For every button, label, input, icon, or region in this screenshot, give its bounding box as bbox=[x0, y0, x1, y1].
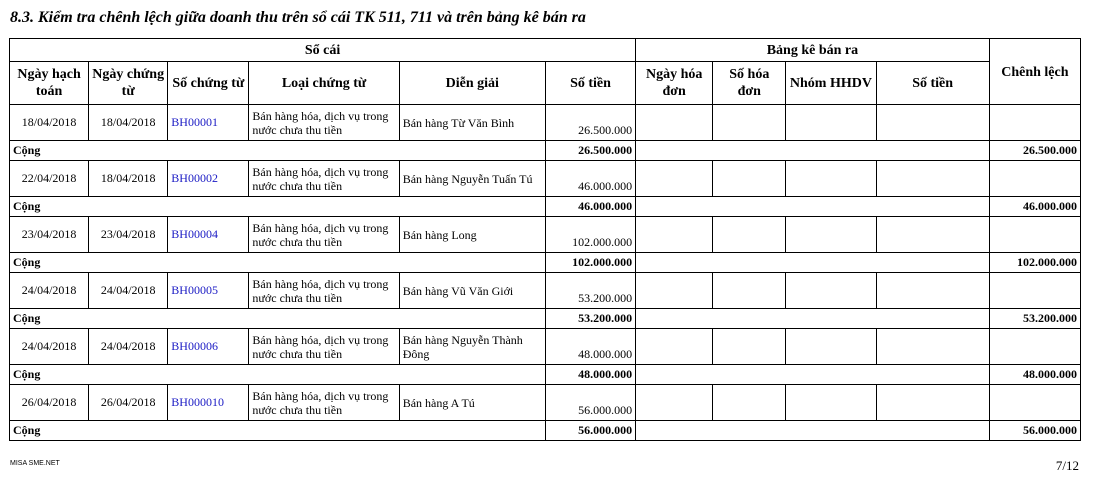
cell-loai-chung-tu: Bán hàng hóa, dịch vụ trong nước chưa thu tiền bbox=[249, 273, 399, 309]
table-row bbox=[10, 217, 1081, 253]
cell-chenh-lech bbox=[989, 329, 1080, 365]
total-chenh-lech: 102.000.000 bbox=[989, 253, 1080, 273]
voucher-link[interactable]: BH00004 bbox=[168, 217, 249, 253]
total-chenh-lech: 26.500.000 bbox=[989, 141, 1080, 161]
total-so-tien: 53.200.000 bbox=[545, 309, 635, 329]
cell-loai-chung-tu: Bán hàng hóa, dịch vụ trong nước chưa thu tiền bbox=[249, 385, 399, 421]
cell-so-tien-bang-ke bbox=[876, 105, 989, 141]
cell-ngay-hach-toan: 26/04/2018 bbox=[10, 385, 89, 421]
cell-nhom-hhdv bbox=[786, 217, 876, 253]
cell-ngay-chung-tu: 24/04/2018 bbox=[89, 273, 168, 309]
cell-so-tien-bang-ke bbox=[876, 329, 989, 365]
cell-chenh-lech bbox=[989, 385, 1080, 421]
report-title: 8.3. Kiểm tra chênh lệch giữa doanh thu trên sổ cái TK 511, 711 và trên bảng kê bán ra bbox=[10, 9, 586, 26]
total-row bbox=[10, 309, 1081, 329]
voucher-link[interactable]: BH00001 bbox=[168, 105, 249, 141]
cell-nhom-hhdv bbox=[786, 161, 876, 197]
total-row bbox=[10, 365, 1081, 385]
total-label: Cộng bbox=[10, 197, 546, 217]
cell-so-tien: 56.000.000 bbox=[545, 385, 635, 421]
voucher-link[interactable]: BH000010 bbox=[168, 385, 249, 421]
total-bang-ke-blank bbox=[636, 365, 990, 385]
cell-ngay-chung-tu: 23/04/2018 bbox=[89, 217, 168, 253]
cell-ngay-hach-toan: 24/04/2018 bbox=[10, 273, 89, 309]
column-header-loai-chung-tu: Loại chứng từ bbox=[249, 62, 399, 105]
total-row bbox=[10, 253, 1081, 273]
total-bang-ke-blank bbox=[636, 197, 990, 217]
cell-nhom-hhdv bbox=[786, 385, 876, 421]
cell-nhom-hhdv bbox=[786, 329, 876, 365]
cell-loai-chung-tu: Bán hàng hóa, dịch vụ trong nước chưa thu tiền bbox=[249, 217, 399, 253]
column-header-so-chung-tu: Số chứng từ bbox=[168, 62, 249, 105]
total-bang-ke-blank bbox=[636, 309, 990, 329]
footer-brand: MISA SME.NET bbox=[10, 460, 60, 467]
cell-ngay-chung-tu: 24/04/2018 bbox=[89, 329, 168, 365]
cell-chenh-lech bbox=[989, 273, 1080, 309]
column-header-dien-giai: Diễn giải bbox=[399, 62, 545, 105]
column-header-ngay-hach-toan: Ngày hạch toán bbox=[10, 62, 89, 105]
group-header-bang-ke: Bảng kê bán ra bbox=[636, 39, 990, 62]
cell-ngay-hoa-don bbox=[636, 329, 713, 365]
cell-so-tien-bang-ke bbox=[876, 273, 989, 309]
total-bang-ke-blank bbox=[636, 253, 990, 273]
column-header-so-tien-bang-ke: Số tiền bbox=[876, 62, 989, 105]
cell-so-tien: 26.500.000 bbox=[545, 105, 635, 141]
revenue-comparison-table bbox=[9, 38, 1081, 441]
total-bang-ke-blank bbox=[636, 141, 990, 161]
total-so-tien: 102.000.000 bbox=[545, 253, 635, 273]
cell-ngay-hach-toan: 23/04/2018 bbox=[10, 217, 89, 253]
table-row bbox=[10, 329, 1081, 365]
cell-so-tien: 102.000.000 bbox=[545, 217, 635, 253]
total-row bbox=[10, 197, 1081, 217]
cell-chenh-lech bbox=[989, 105, 1080, 141]
cell-so-hoa-don bbox=[713, 385, 786, 421]
cell-ngay-chung-tu: 26/04/2018 bbox=[89, 385, 168, 421]
cell-so-hoa-don bbox=[713, 217, 786, 253]
column-header-nhom-hhdv: Nhóm HHDV bbox=[786, 62, 876, 105]
cell-so-tien: 53.200.000 bbox=[545, 273, 635, 309]
cell-chenh-lech bbox=[989, 161, 1080, 197]
voucher-link[interactable]: BH00005 bbox=[168, 273, 249, 309]
cell-so-tien-bang-ke bbox=[876, 385, 989, 421]
cell-so-tien-bang-ke bbox=[876, 217, 989, 253]
total-row bbox=[10, 141, 1081, 161]
cell-loai-chung-tu: Bán hàng hóa, dịch vụ trong nước chưa thu tiền bbox=[249, 161, 399, 197]
table-row bbox=[10, 161, 1081, 197]
cell-nhom-hhdv bbox=[786, 273, 876, 309]
total-so-tien: 26.500.000 bbox=[545, 141, 635, 161]
cell-ngay-hoa-don bbox=[636, 385, 713, 421]
cell-dien-giai: Bán hàng A Tú bbox=[399, 385, 545, 421]
total-chenh-lech: 53.200.000 bbox=[989, 309, 1080, 329]
column-header-so-tien: Số tiền bbox=[545, 62, 635, 105]
cell-ngay-hoa-don bbox=[636, 105, 713, 141]
cell-loai-chung-tu: Bán hàng hóa, dịch vụ trong nước chưa thu tiền bbox=[249, 329, 399, 365]
table-row bbox=[10, 273, 1081, 309]
table-row bbox=[10, 385, 1081, 421]
total-label: Cộng bbox=[10, 141, 546, 161]
total-so-tien: 46.000.000 bbox=[545, 197, 635, 217]
cell-so-tien: 48.000.000 bbox=[545, 329, 635, 365]
cell-ngay-hach-toan: 22/04/2018 bbox=[10, 161, 89, 197]
cell-dien-giai: Bán hàng Long bbox=[399, 217, 545, 253]
table-row bbox=[10, 105, 1081, 141]
column-header-so-hoa-don: Số hóa đơn bbox=[713, 62, 786, 105]
cell-so-hoa-don bbox=[713, 161, 786, 197]
total-label: Cộng bbox=[10, 253, 546, 273]
voucher-link[interactable]: BH00006 bbox=[168, 329, 249, 365]
total-label: Cộng bbox=[10, 309, 546, 329]
cell-ngay-chung-tu: 18/04/2018 bbox=[89, 105, 168, 141]
cell-so-tien-bang-ke bbox=[876, 161, 989, 197]
cell-loai-chung-tu: Bán hàng hóa, dịch vụ trong nước chưa thu tiền bbox=[249, 105, 399, 141]
total-chenh-lech: 56.000.000 bbox=[989, 421, 1080, 441]
cell-so-hoa-don bbox=[713, 273, 786, 309]
total-label: Cộng bbox=[10, 365, 546, 385]
cell-ngay-hoa-don bbox=[636, 273, 713, 309]
cell-chenh-lech bbox=[989, 217, 1080, 253]
total-bang-ke-blank bbox=[636, 421, 990, 441]
cell-ngay-hoa-don bbox=[636, 217, 713, 253]
page-number: 7/12 bbox=[1055, 458, 1079, 473]
total-so-tien: 48.000.000 bbox=[545, 365, 635, 385]
cell-dien-giai: Bán hàng Vũ Văn Giới bbox=[399, 273, 545, 309]
total-so-tien: 56.000.000 bbox=[545, 421, 635, 441]
cell-ngay-hach-toan: 18/04/2018 bbox=[10, 105, 89, 141]
column-header-ngay-hoa-don: Ngày hóa đơn bbox=[636, 62, 713, 105]
cell-dien-giai: Bán hàng Nguyễn Tuấn Tú bbox=[399, 161, 545, 197]
cell-so-hoa-don bbox=[713, 105, 786, 141]
voucher-link[interactable]: BH00002 bbox=[168, 161, 249, 197]
cell-so-tien: 46.000.000 bbox=[545, 161, 635, 197]
cell-so-hoa-don bbox=[713, 329, 786, 365]
total-label: Cộng bbox=[10, 421, 546, 441]
column-header-chenh-lech: Chênh lệch bbox=[989, 39, 1080, 105]
cell-ngay-hach-toan: 24/04/2018 bbox=[10, 329, 89, 365]
cell-ngay-chung-tu: 18/04/2018 bbox=[89, 161, 168, 197]
total-chenh-lech: 48.000.000 bbox=[989, 365, 1080, 385]
cell-dien-giai: Bán hàng Từ Văn Bình bbox=[399, 105, 545, 141]
table-body bbox=[10, 105, 1081, 441]
total-row bbox=[10, 421, 1081, 441]
cell-nhom-hhdv bbox=[786, 105, 876, 141]
column-header-ngay-chung-tu: Ngày chứng từ bbox=[89, 62, 168, 105]
cell-ngay-hoa-don bbox=[636, 161, 713, 197]
group-header-so-cai: Sổ cái bbox=[10, 39, 636, 62]
cell-dien-giai: Bán hàng Nguyễn Thành Đông bbox=[399, 329, 545, 365]
total-chenh-lech: 46.000.000 bbox=[989, 197, 1080, 217]
